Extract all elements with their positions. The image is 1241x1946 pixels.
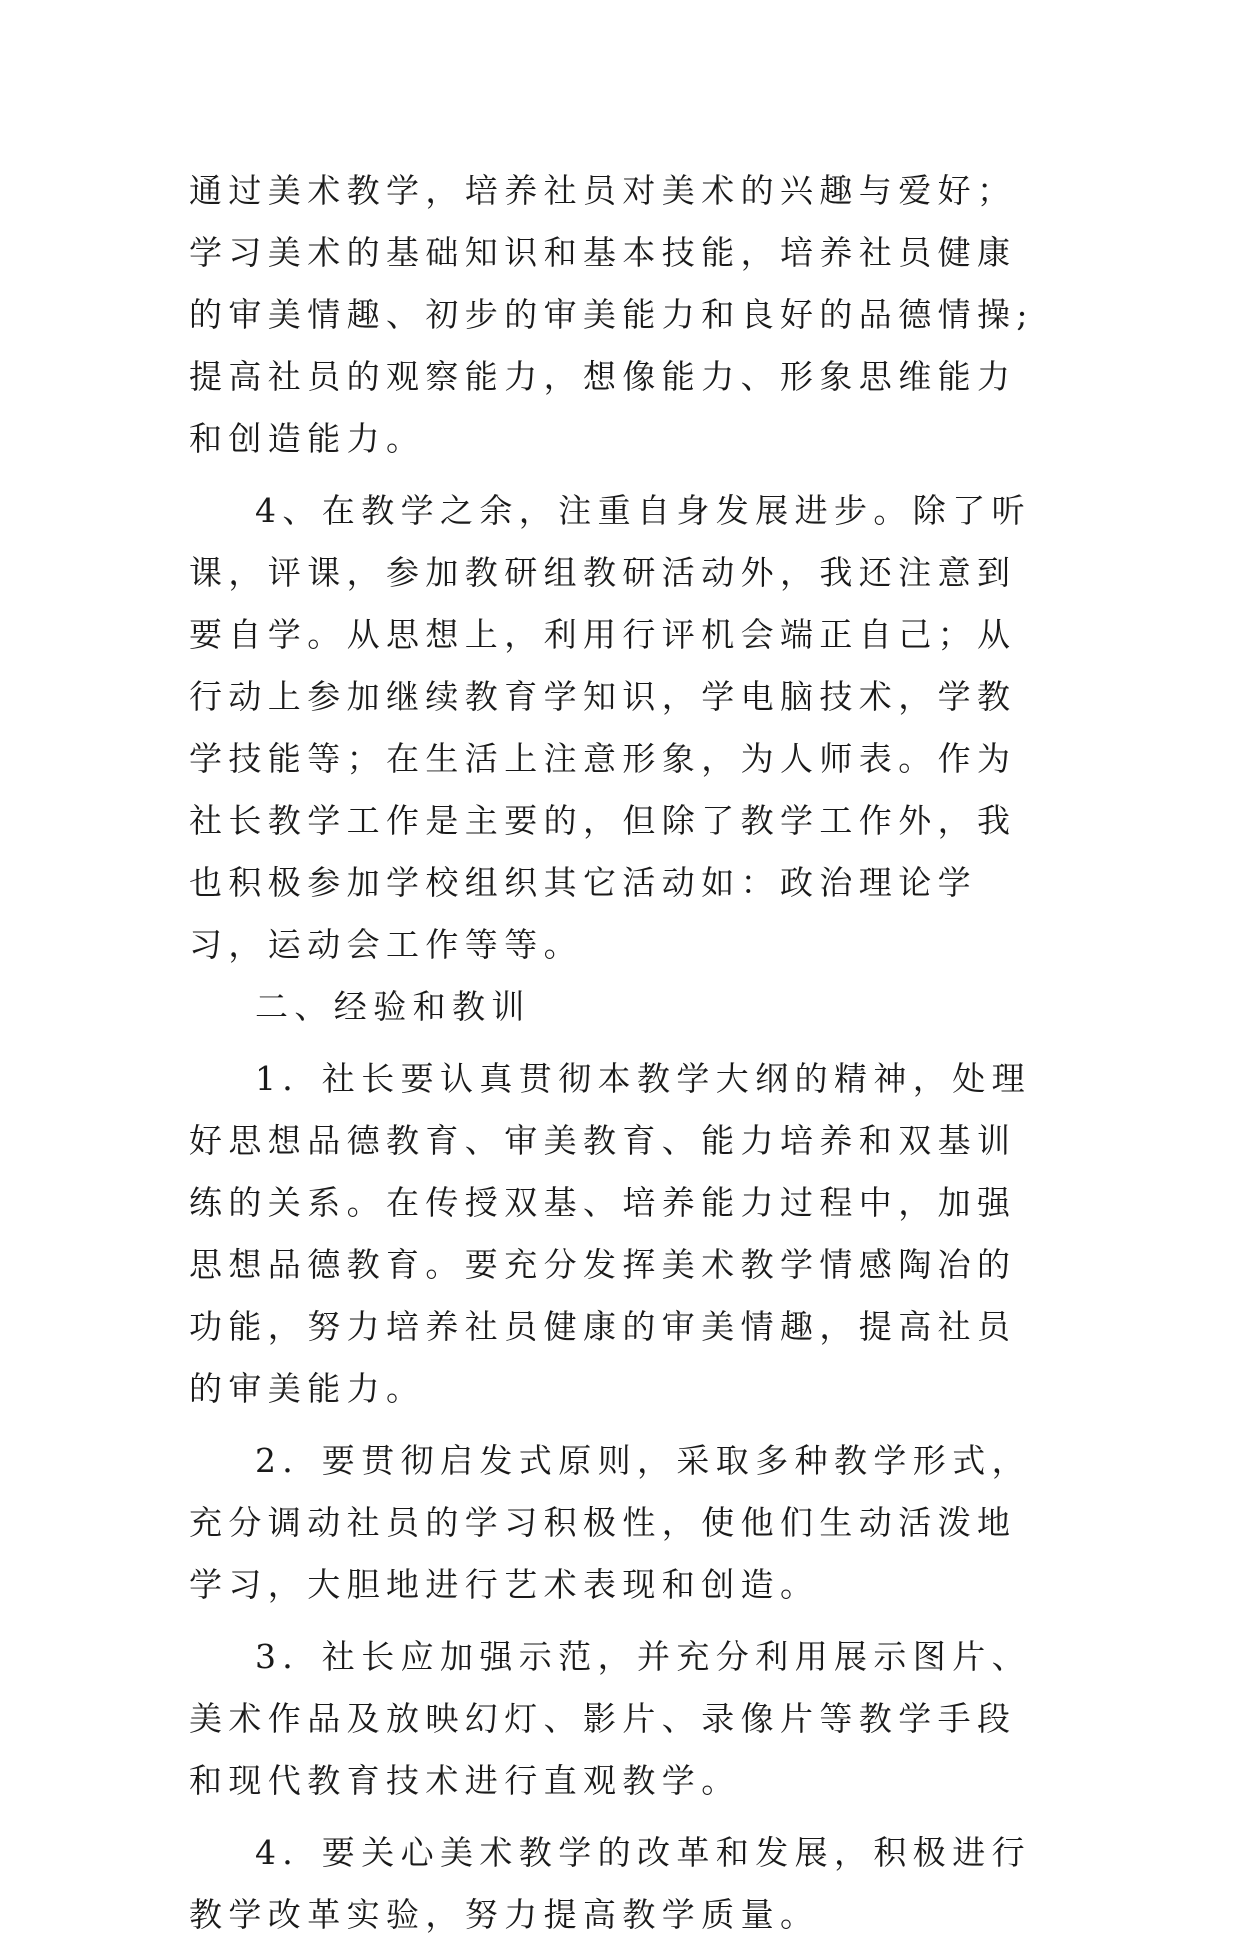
paragraph-lesson-2: 2．要贯彻启发式原则，采取多种教学形式，充分调动社员的学习积极性，使他们生动活泼地学习，大胆地进行艺术表现和创造。 bbox=[189, 1441, 1031, 1604]
paragraph-lesson-3: 3．社长应加强示范，并充分利用展示图片、美术作品及放映幻灯、影片、录像片等教学手段和现代教育技术进行直观教学。 bbox=[189, 1637, 1031, 1800]
paragraph-self-development: 4、在教学之余，注重自身发展进步。除了听课，评课，参加教研组教研活动外，我还注意到要自学。从思想上，利用行评机会端正自己；从行动上参加继续教育学知识，学电脑技术，学教学技能等；在生活上注意形象，为人师表。作为社长教学工作是主要的，但除了教学工作外，我也积极参加学校组织其它活动如：政治理论学习，运动会工作等等。 bbox=[189, 491, 1031, 964]
paragraph-lesson-1: 1．社长要认真贯彻本教学大纲的精神，处理好思想品德教育、审美教育、能力培养和双基训练的关系。在传授双基、培养能力过程中，加强思想品德教育。要充分发挥美术教学情感陶冶的功能，努力培养社员健康的审美情趣，提高社员的审美能力。 bbox=[189, 1059, 1031, 1408]
paragraph-goals: 通过美术教学，培养社员对美术的兴趣与爱好；学习美术的基础知识和基本技能，培养社员健康的审美情趣、初步的审美能力和良好的品德情操;提高社员的观察能力，想像能力、形象思维能力和创造能力。 bbox=[189, 171, 1034, 458]
section-heading-experience: 二、经验和教训 bbox=[255, 987, 531, 1026]
document-body bbox=[189, 160, 1054, 1946]
paragraph-lesson-4: 4．要关心美术教学的改革和发展，积极进行教学改革实验，努力提高教学质量。 bbox=[189, 1833, 1031, 1934]
